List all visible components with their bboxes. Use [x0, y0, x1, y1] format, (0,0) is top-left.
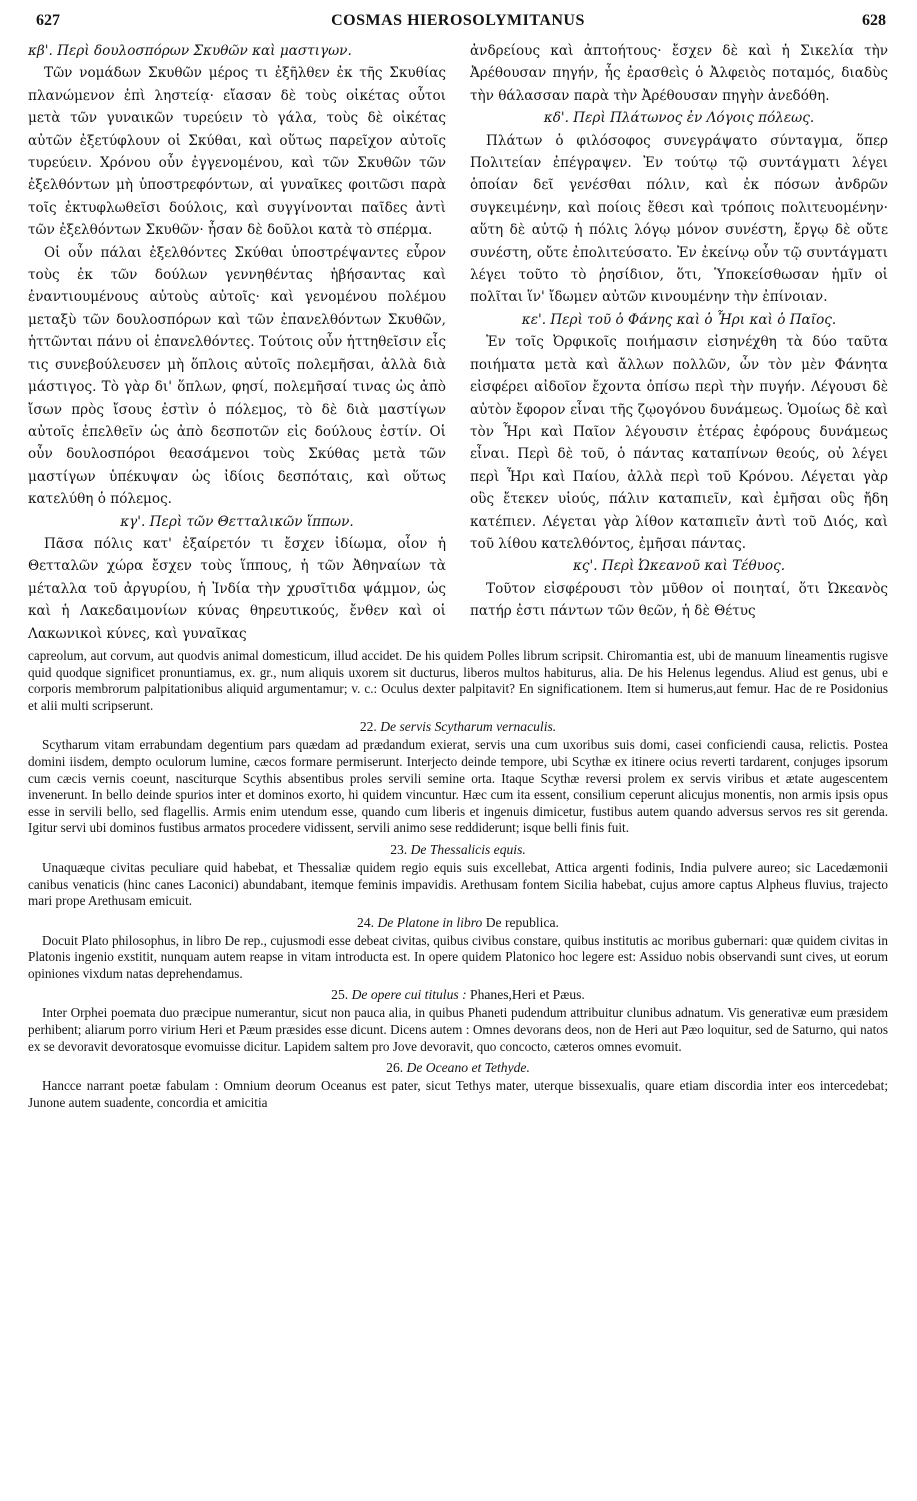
- latin-translation: [28, 648, 888, 1111]
- heading-title: De Thessalicis equis.: [410, 841, 526, 857]
- greek-paragraph: ἀνδρείους καὶ ἀπτοήτους· ἔσχεν δὲ καὶ ἡ Σικελία τὴν Ἀρέθουσαν πηγήν, ἧς ἐρασθεὶς ὁ Ἀλφειὸς ποταμός, διαδὺς τὴν θάλασσαν παρὰ τὴν Ἀρέθουσαν πηγὴν ἀνεδόθη.: [470, 43, 888, 104]
- greek-heading: κβ'. Περὶ δουλοσπόρων Σκυθῶν καὶ μαστιγων.: [28, 43, 352, 59]
- latin-heading: [28, 914, 888, 931]
- heading-title: De Platone in libro: [377, 914, 483, 930]
- latin-heading: [28, 1059, 888, 1076]
- latin-paragraph: Docuit Plato philosophus, in libro De rep., cujusmodi esse debeat civitas, quibus civibus constare, quibus institutis ac moribus gubernari: quæ quidem civitas in Platonis ingenio exstitit, nunquam autem reapse in vitam introducta est. In opere quidem Platonico hoc legere est: Assiduo nobis observandi sunt cives, ut eorum opiniones vixdum natas deprehendamus.: [28, 932, 888, 981]
- heading-subtitle: De republica.: [485, 914, 559, 930]
- greek-column-right: [470, 40, 888, 645]
- greek-heading: κδ'. Περὶ Πλάτωνος ἐν Λόγοις πόλεως.: [543, 110, 815, 127]
- greek-heading: κγ'. Περὶ τῶν Θετταλικῶν ἵππων.: [120, 513, 354, 530]
- running-header: [28, 10, 888, 40]
- greek-paragraph: Οἱ οὖν πάλαι ἐξελθόντες Σκύθαι ὑποστρέψαντες εὗρον τοὺς ἐκ τῶν δούλων γεννηθέντας ἡβήσαντας καὶ ἐναντιουμένους αὐτοὺς αὐτοῖς· καὶ γενομένου πολέμου μεταξὺ τῶν δουλοσπόρων καὶ τῶν ἐπανελθόντων Σκυθῶν, ἡττῶνται πάνυ οἱ ἐπανελθόντες. Τούτοις οὖν ἡττηθεῖσιν εἷς τις συνεβούλευσεν μὴ ὅπλοις αὐτοῖς πολεμῆσαι, ἀλλὰ διὰ μάστιγος. Τὸ γὰρ δι' ὅπλων, φησί, πολεμῆσαί τινας ὡς ἀπὸ ἴσων πρὸς ἴσους ἐστὶν ὁ πόλεμος, τὸ δὲ διὰ μαστίγων αὐτοῖς ἐπελθεῖν ὡς ἀπὸ δεσποτῶν εἰς δούλους ἐστίν. Οἱ οὖν δουλοσπόροι θεασάμενοι τοὺς Σκύθας μετὰ τῶν μαστίγων ὑπέκυψαν ὡς ἰδίοις δεσπόταις, καὶ οὕτως κατελύθη ὁ πόλεμος.: [28, 244, 446, 508]
- latin-paragraph: capreolum, aut corvum, aut quodvis animal domesticum, illud accidet. De his quidem Polles librum scripsit. Chiromantia est, ubi de manuum lineamentis rugisve quid quodque significet pronuntiamus, ex. gr., num aliquis uxorem sit ducturus, liberos multos habiturus, alia. De his Helenus legendus. Aliud est genus, ubi e corporis membrorum palpitationibus aliquid argumentamur; v. c.: Oculus dexter palpitavit? En significationem. Item si humerus,aut femur. Hac de re Posidonius et alii multi scripserunt.: [28, 647, 888, 713]
- latin-heading: [28, 841, 888, 858]
- page: [28, 10, 888, 1111]
- greek-paragraph: Πᾶσα πόλις κατ' ἐξαίρετόν τι ἔσχεν ἰδίωμα, οἷον ἡ Θετταλῶν χώρα ἔσχεν τοὺς ἵππους, ἡ τῶν Ἀθηναίων τὰ μέταλλα τοῦ ἀργυρίου, ἡ Ἰνδία τὴν χρυσῖτιδα ψάμμον, ὡς καὶ ἡ Λακεδαιμονίων κύνας θηρευτικούς, ἔνθεν καὶ οἱ Λακωνικοὶ κύνες, καὶ γυναῖκας: [28, 535, 446, 642]
- latin-paragraph: Inter Orphei poemata duo præcipue numerantur, sicut non pauca alia, in quibus Phaneti pudendum attribuitur clunibus adnatum. Vis generativæ eum præsidem perhibent; aliarum porro virium Heri et Pæum præsides esse dicunt. Dicens autem : Omnes devorans deos, non de Heri aut Pæo loquitur, sed de Saturno, qui natos ex se devoravit devoratosque evomuisse dicitur. Lapidem saltem pro Jove devoravit, quo concocto, cæteros omnes evomuit.: [28, 1005, 888, 1054]
- heading-title: De Oceano et Tethyde.: [406, 1060, 530, 1076]
- running-title: COSMAS HIEROSOLYMITANUS: [331, 12, 585, 29]
- page-number-right: 628: [862, 12, 886, 29]
- greek-heading: κε'. Περὶ τοῦ ὁ Φάνης καὶ ὁ Ἦρι καὶ ὁ Παῖος.: [521, 311, 837, 328]
- heading-title: De opere cui titulus :: [351, 987, 467, 1003]
- latin-heading: [28, 986, 888, 1003]
- greek-paragraph: Τοῦτον εἰσφέρουσι τὸν μῦθον οἱ ποιηταί, ὅτι Ὠκεανὸς πατήρ ἐστι πάντων τῶν θεῶν, ἡ δὲ Θέτυς: [470, 580, 888, 620]
- greek-column-left: [28, 40, 446, 645]
- heading-number: 24.: [357, 914, 375, 930]
- greek-heading: κς'. Περὶ Ὠκεανοῦ καὶ Τέθυος.: [572, 558, 786, 575]
- heading-number: 22.: [359, 719, 377, 735]
- greek-columns: [28, 40, 888, 645]
- greek-paragraph: Πλάτων ὁ φιλόσοφος συνεγράψατο σύνταγμα, ὅπερ Πολιτείαν ἐπέγραψεν. Ἐν τούτῳ τῷ συντάγματι λέγει ὁποίαν δεῖ γενέσθαι πόλιν, καὶ ἐκ πόσων ἀνδρῶν συγκειμένην, καὶ ποίοις ἔθεσι καὶ τρόποις πολιτευομένην· αὕτη δὲ αὐτῷ ἡ πόλις λόγῳ μόνον συνέστη, ἔργῳ δὲ οὔτε συνέστη, οὔτε ἐπολιτεύσατο. Ἐν ἐκείνῳ οὖν τῷ συντάγματι λέγει τοῦτο τὸ ῥησίδιον, ὅτι, Ὑποκείσθωσαν ἡμῖν οἱ πολῖται ἵν' ἴδωμεν αὐτῶν κινουμένην τὴν ἐπίνοιαν.: [470, 132, 888, 306]
- greek-paragraph: Ἐν τοῖς Ὀρφικοῖς ποιήμασιν εἰσηνέχθη τὰ δύο ταῦτα ποιήματα μετὰ καὶ ἄλλων πολλῶν, ὧν τὸν μὲν Φάνητα εἰσφέρει αἰδοῖον ἔχοντα ὀπίσω περὶ τὴν πυγήν. Λέγουσι δὲ αὐτὸν ἔφορον εἶναι τῆς ζῳογόνου δυνάμεως. Ὁμοίως δὲ καὶ τὸν Ἦρι καὶ Παῖον λέγουσιν ἑτέρας ἐφόρους δυνάμεως εἶναι. Περὶ δὲ τοῦ, ὁ πάντας καταπίνων θεούς, οὐ λέγει περὶ Ἦρι καὶ Παίου, ἀλλὰ περὶ τοῦ Κρόνου. Λέγεται γὰρ οὓς ἔτεκεν υἱούς, πάλιν καταπιεῖν, καὶ ἐμῆσαι οὓς ἤδη κατέπιεν. Λέγεται γὰρ λίθον καταπιεῖν ἀντὶ τοῦ Διός, καὶ τοῦ λίθου κατελθόντος, ἐμῆσαι πάντας.: [470, 334, 888, 552]
- heading-number: 25.: [331, 987, 349, 1003]
- heading-number: 26.: [386, 1060, 404, 1076]
- greek-paragraph: Τῶν νομάδων Σκυθῶν μέρος τι ἐξῆλθεν ἐκ τῆς Σκυθίας πλανώμενον ἐπὶ ληστείᾳ· εἴασαν δὲ τοὺς οἰκέτας οὗτοι μετὰ τῶν γυναικῶν τυρεύειν τὸ γάλα, τοὺς δὲ οἰκέτας αὐτῶν ἐξετύφλουν οἱ Σκύθαι, καὶ οὕτως παρεῖχον αὐτοῖς τυρεύειν. Χρόνου οὖν ἐγγενομένου, καὶ τῶν Σκυθῶν τῶν ἐξελθόντων μὴ ὑποστρεφόντων, αἱ γυναῖκες φοιτῶσι παρὰ τοῖς ἐκτυφλωθεῖσι δούλοις, καὶ συγγίνονται παῖδες ἀντὶ τῶν ἐξελθόντων Σκυθῶν· ἦσαν δὲ δοῦλοι κατὰ τὸ σπέρμα.: [28, 65, 446, 239]
- heading-title: De servis Scytharum vernaculis.: [380, 719, 557, 735]
- latin-paragraph: Scytharum vitam errabundam degentium pars quædam ad prædandum exierat, servis una cum uxoribus suis domi, casei conficiendi causa, relictis. Postea domini iisdem, dempto oculorum lumine, cæcos formare permiserunt. Interjecto deinde tempore, ubi Scythæ ex itinere ocius reverti tardarent, conjuges ipsorum cum cæcis vernis coeunt, nasciturque Scythis absentibus proles servili semine orta. Itaque Scythæ reversi prolem ex servis viribus et ætate augescentem invenerunt. In bello deinde spurios inter et dominos exorto, hi quidem vincuntur. Hæc cum ita essent, consilium ceperunt alicujus monentis, non armis ipsis opus esse in servili bello, sed flagellis. Armis enim utendum esse, quando cum liberis et ingenuis dimicetur, fustibus autem quando adversus servos res sit gerenda. Igitur servi ubi dominos fustibus armatos procedere vidissent, servili animo sese reddiderunt; isque belli finis fuit.: [28, 737, 888, 836]
- latin-paragraph: Hancce narrant poetæ fabulam : Omnium deorum Oceanus est pater, sicut Tethys mater, uterque bissexualis, quare etiam discordia inter eos intercedebat; Junone autem suadente, concordia et amicitia: [28, 1078, 888, 1110]
- heading-number: 23.: [390, 841, 408, 857]
- latin-heading: [28, 718, 888, 735]
- latin-paragraph: Unaquæque civitas peculiare quid habebat, et Thessaliæ quidem regio equis suis excellebat, Attica argenti fodinis, India pulvere aureo; sic Lacedæmonii canibus venaticis (hinc canes Laconici) abundabant, itemque feminis impavidis. Arethusam fontem Sicilia habebat, cujus amore captus Alpheus fluvius, trajecto mari prope Arethusam emicuit.: [28, 859, 888, 909]
- heading-subtitle: Phanes,Heri et Pæus.: [470, 987, 585, 1003]
- page-number-left: 627: [36, 12, 60, 29]
